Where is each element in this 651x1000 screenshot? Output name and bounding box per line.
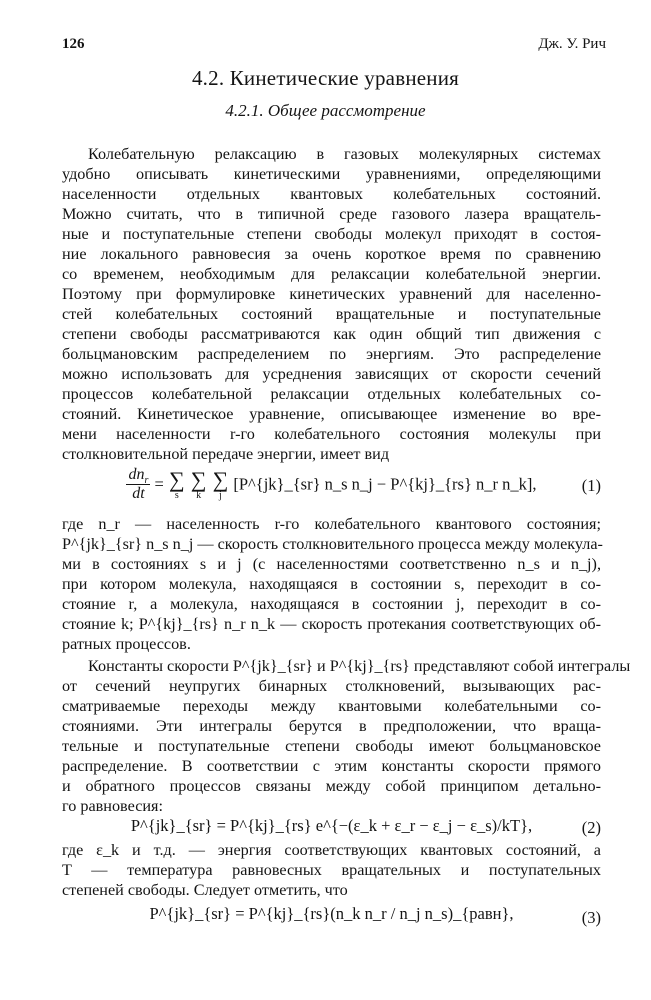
text-line: стояние k; P^{kj}_{rs} n_r n_k — скорость протекания соответствующих об- xyxy=(62,615,601,633)
text-line: сматриваемые переходы между квантовыми колебательными со- xyxy=(62,697,601,715)
subsection-title: 4.2.1. Общее рассмотрение xyxy=(225,101,426,120)
equation-number: (2) xyxy=(581,818,601,837)
text-line: стей колебательных состояний вращательные и поступательные xyxy=(62,305,601,323)
text-line: Можно считать, что в типичной среде газового лазера вращатель- xyxy=(62,205,601,223)
text-line: со временем, необходимым для релаксации колебательной энергии. xyxy=(62,265,601,283)
text-line: при котором молекула, находящаяся в состоянии s, переходит в со- xyxy=(62,575,601,593)
equation-3-body: P^{jk}_{sr} = P^{kj}_{rs}(n_k n_r / n_j n_s)_{равн}, xyxy=(149,904,514,923)
text-line: от сечений неупругих бинарных столкновений, вызывающих рас- xyxy=(62,677,601,695)
text-line: ратных процессов. xyxy=(62,635,191,653)
text-line: го равновесия: xyxy=(62,797,163,815)
derivative: $\frac{dn_r}{dt}$ xyxy=(128,466,149,502)
text-line: степеней свободы. Следует отметить, что xyxy=(62,881,348,899)
text-line: можно использовать для усреднения зависящих от скорости сечений xyxy=(62,365,601,383)
equation-3 xyxy=(62,898,601,938)
text-line: удобно описывать кинетическими уравнениями, определяющими xyxy=(62,165,601,183)
equation-2-body: P^{jk}_{sr} = P^{kj}_{rs} e^{−(ε_k + ε_r − ε_j − ε_s)/kT}, xyxy=(130,816,533,835)
text-line: распределение. В соответствии с этим константы скорости прямого xyxy=(62,757,601,775)
text-line: Константы скорости P^{jk}_{sr} и P^{kj}_{rs} представляют собой интегралы xyxy=(88,657,631,675)
equation-1-rhs: [P^{jk}_{sr} n_s n_j − P^{kj}_{rs} n_r n_k], xyxy=(233,474,537,494)
text-line: ние локального равновесия за очень короткое время по сравнению xyxy=(62,245,601,263)
running-head: Дж. У. Рич xyxy=(538,36,606,52)
text-line: P^{jk}_{sr} n_s n_j — скорость столкновительного процесса между молекула- xyxy=(62,535,603,553)
text-line: столкновительной передаче энергии, имеет вид xyxy=(62,445,390,463)
text-line: стояниями. Эти интегралы берутся в предположении, что враща- xyxy=(62,717,601,735)
text-line: населенности отдельных квантовых колебательных состояний. xyxy=(62,185,601,203)
text-line: и обратного процессов связаны между собой принципом детально- xyxy=(62,777,601,795)
text-line: ми в состояниях s и j (с населенностями соответственно n_s и n_j), xyxy=(62,555,601,573)
text-line: Колебательную релаксацию в газовых молекулярных системах xyxy=(88,145,601,163)
page-header xyxy=(62,36,606,56)
text-line: процессов колебательной релаксации отдельных колебательных со- xyxy=(62,385,601,403)
text-line: стояний. Кинетическое уравнение, описывающее изменение во вре- xyxy=(62,405,601,423)
text-line: тельные и поступательные степени свободы имеют больцмановское xyxy=(62,737,601,755)
sum-j: ∑ j xyxy=(212,466,229,501)
equation-number: (3) xyxy=(581,908,601,927)
text-line: Поэтому при формулировке кинетических уравнений для населенно- xyxy=(62,285,601,303)
section-title: 4.2. Кинетические уравнения xyxy=(191,66,460,90)
text-line: где ε_k и т.д. — энергия соответствующих квантовых состояний, а xyxy=(62,841,601,859)
equation-1 xyxy=(62,466,601,506)
text-line: больцмановским распределением по энергиям. Это распределение xyxy=(62,345,601,363)
equation-1-body: $\frac{dn_r}{dt}$ = ∑ s ∑ k ∑ j [P^{jk}_{sr} n_s n_j − P^{kj}_{rs} n_r n_k], xyxy=(128,466,537,502)
sum-s: ∑ s xyxy=(168,466,185,501)
text-line: стояние r, а молекула, находящаяся в состоянии j, переходит в со- xyxy=(62,595,601,613)
sum-k: ∑ k xyxy=(190,466,207,501)
equation-number: (1) xyxy=(581,476,601,495)
page-number: 126 xyxy=(62,36,85,52)
text-line: степени свободы рассматриваются как один общий тип движения с xyxy=(62,325,601,343)
text-line: где n_r — населенность r-го колебательного квантового состояния; xyxy=(62,515,601,533)
text-line: мени населенности r-го колебательного состояния молекулы при xyxy=(62,425,601,443)
text-line: ные и поступательные степени свободы молекул приходят в состоя- xyxy=(62,225,601,243)
text-line: T — температура равновесных вращательных и поступательных xyxy=(62,861,601,879)
